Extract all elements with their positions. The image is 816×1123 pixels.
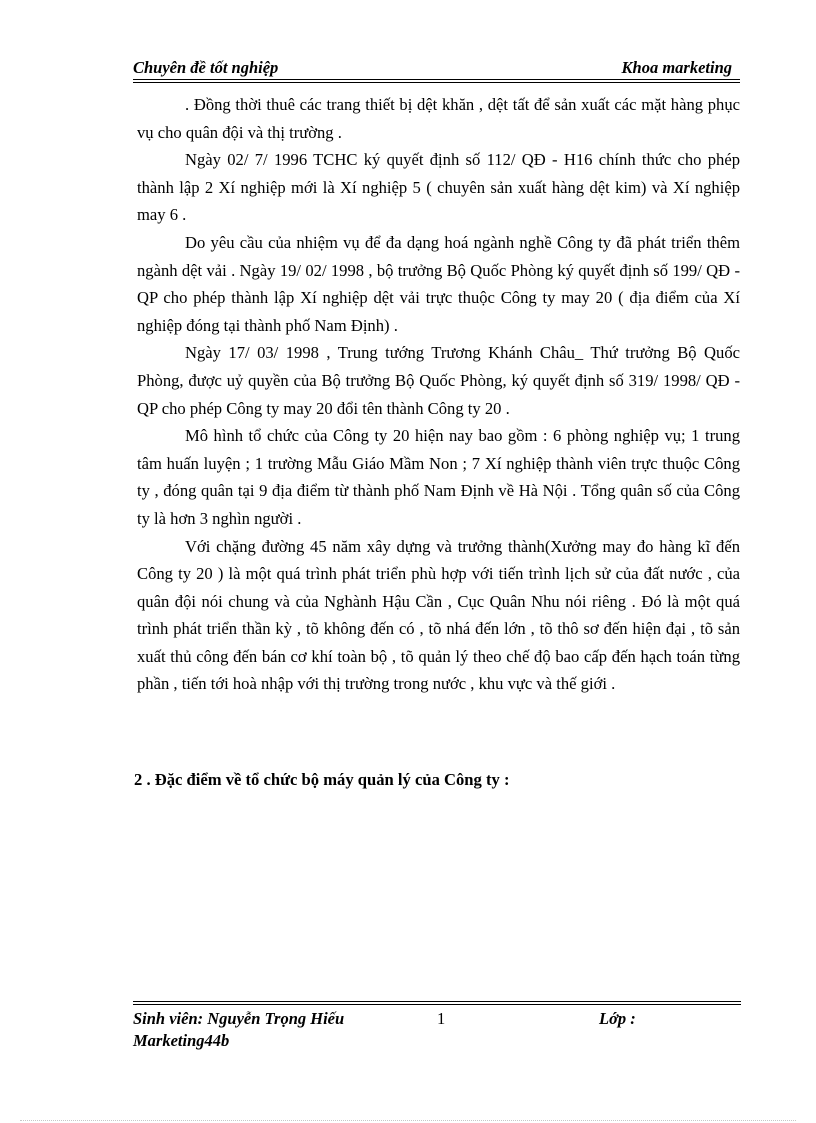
paragraph: Ngày 02/ 7/ 1996 TCHC ký quyết định số 112/ QĐ - H16 chính thức cho phép thành lập 2 Xí nghiệp mới là Xí nghiệp 5 ( chuyên sản xuất hàng dệt kim) và Xí nghiệp may 6 . bbox=[137, 150, 740, 225]
header-faculty: Khoa marketing bbox=[621, 58, 732, 77]
paragraph: Mô hình tổ chức của Công ty 20 hiện nay bao gồm : 6 phòng nghiệp vụ; 1 trung tâm huấn luyện ; 1 trường Mẫu Giáo Mầm Non ; 7 Xí nghiệp thành viên trực thuộc Công ty , đóng quân tại 9 địa điểm từ thành phố Nam Định về Hà Nội . Tổng quân số của Công ty là hơn 3 nghìn người . bbox=[137, 426, 740, 528]
footer-class-value: Marketing44b bbox=[133, 1031, 230, 1050]
header-thesis-title: Chuyên đề tốt nghiệp bbox=[133, 58, 279, 77]
paragraph: Do yêu cầu của nhiệm vụ để đa dạng hoá ngành nghề Công ty đã phát triển thêm ngành dệt vải . Ngày 19/ 02/ 1998 , bộ trưởng Bộ Quốc Phòng ký quyết định số 199/ QĐ - QP cho phép thành lập Xí nghiệp dệt vải trực thuộc Công ty may 20 ( địa điểm của Xí nghiệp đóng tại thành phố Nam Định) . bbox=[137, 232, 740, 335]
paragraph: . Đồng thời thuê các trang thiết bị dệt khăn , dệt tất để sản xuất các mặt hàng phục vụ cho quân đội và thị trường . bbox=[137, 95, 740, 142]
header-rule bbox=[133, 79, 740, 83]
paragraph: Ngày 17/ 03/ 1998 , Trung tướng Trương Khánh Châu_ Thứ trưởng Bộ Quốc Phòng, được uỷ quyền của Bộ trưởng Bộ Quốc Phòng, ký quyết định số 319/ 1998/ QĐ - QP cho phép Công ty may 20 đổi tên thành Công ty 20 . bbox=[137, 343, 740, 418]
footer-page-number: 1 bbox=[437, 1009, 446, 1028]
page-footer bbox=[133, 1008, 741, 1052]
footer-rule bbox=[133, 1001, 741, 1005]
section-heading: 2 . Đặc điểm về tổ chức bộ máy quản lý của Công ty : bbox=[134, 770, 510, 789]
paragraph: Với chặng đường 45 năm xây dựng và trưởng thành(Xưởng may đo hàng kĩ đến Công ty 20 ) là một quá trình phát triển phù hợp với tiến trình lịch sử của đất nước , của quân đội nói chung và của Nghành Hậu Cần , Cục Quân Nhu nói riêng . Đó là một quá trình phát triển thần kỳ , tõ không đến có , tõ nhá đến lớn , tõ thô sơ đến hiện đại , tõ sản xuất thủ công đến bán cơ khí toàn bộ , tõ quản lý theo chế độ bao cấp đến hạch toán từng phần , tiến tới hoà nhập với thị trường trong nước , khu vực và thế giới . bbox=[137, 536, 740, 694]
page-header bbox=[133, 58, 740, 80]
footer-class-label: Lớp : bbox=[599, 1009, 636, 1028]
page-edge-divider bbox=[20, 1120, 796, 1121]
footer-student-name: Sinh viên: Nguyễn Trọng Hiếu bbox=[133, 1009, 345, 1028]
body-text bbox=[137, 91, 740, 698]
